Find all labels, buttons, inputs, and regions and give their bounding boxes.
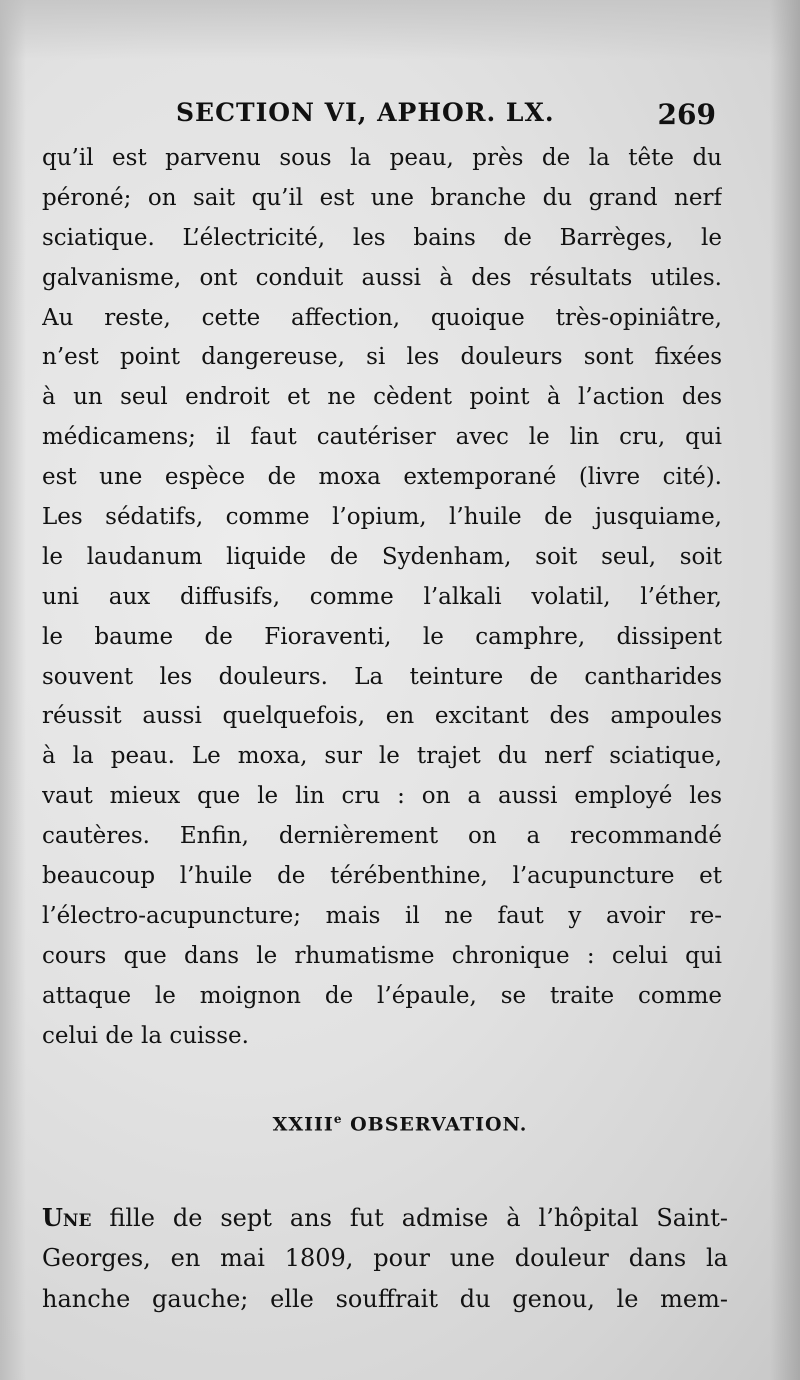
text-line: galvanisme, ont conduit aussi à des résultats utiles.	[42, 264, 722, 291]
text-line: uni aux diffusifs, comme l’alkali volatil, l’éther,	[42, 583, 722, 610]
line-rest: fille de sept ans fut admise à l’hôpital Saint-	[91, 1204, 728, 1232]
observation-title: OBSERVATION.	[350, 1113, 528, 1136]
page-shadow-right	[770, 0, 800, 1380]
first-word: Une	[42, 1203, 92, 1232]
text-line: beaucoup l’huile de térébenthine, l’acupuncture et	[42, 863, 722, 890]
text-line: le laudanum liquide de Sydenham, soit seul, soit	[42, 543, 722, 570]
page-shadow-top	[0, 0, 800, 60]
text-line: est une espèce de moxa extemporané (livre cité).	[42, 464, 722, 491]
text-line: vaut mieux que le lin cru : on a aussi employé les	[42, 783, 722, 810]
paragraph-2	[42, 1197, 728, 1320]
text-line: l’électro-acupuncture; mais il ne faut y avoir re-	[42, 902, 722, 929]
text-line: médicamens; il faut cautériser avec le lin cru, qui	[42, 424, 722, 451]
running-head: SECTION VI, APHOR. LX.	[176, 98, 555, 127]
text-line: celui de la cuisse.	[42, 1022, 249, 1049]
observation-superscript: e	[333, 1112, 343, 1126]
text-line: n’est point dangereuse, si les douleurs sont fixées	[42, 344, 722, 371]
text-line: réussit aussi quelquefois, en excitant des ampoules	[42, 703, 722, 730]
text-line: cours que dans le rhumatisme chronique : celui qui	[42, 942, 722, 969]
text-line: hanche gauche; elle souffrait du genou, le mem-	[42, 1285, 728, 1313]
text-line: péroné; on sait qu’il est une branche du grand nerf	[42, 184, 722, 211]
text-line: sciatique. L’électricité, les bains de Barrèges, le	[42, 224, 722, 251]
text-line: qu’il est parvenu sous la peau, près de la tête du	[42, 145, 722, 171]
text-line: le baume de Fioraventi, le camphre, dissipent	[42, 623, 722, 650]
text-line: attaque le moignon de l’épaule, se traite comme	[42, 982, 722, 1009]
paragraph-1	[42, 139, 722, 1056]
observation-numeral: XXIII	[272, 1113, 334, 1136]
text-line: souvent les douleurs. La teinture de cantharides	[42, 663, 722, 690]
text-line: cautères. Enfin, dernièrement on a recommandé	[42, 823, 722, 850]
page-header	[46, 92, 716, 142]
text-line: à la peau. Le moxa, sur le trajet du nerf sciatique,	[42, 743, 722, 770]
text-line: à un seul endroit et ne cèdent point à l’action des	[42, 384, 722, 411]
page-number: 269	[657, 98, 716, 131]
observation-heading	[0, 1112, 800, 1135]
text-line: Georges, en mai 1809, pour une douleur dans la	[42, 1244, 728, 1272]
text-line	[42, 1197, 728, 1238]
page-shadow-left	[0, 0, 26, 1380]
text-line: Au reste, cette affection, quoique très-opiniâtre,	[42, 304, 722, 331]
text-line: Les sédatifs, comme l’opium, l’huile de jusquiame,	[42, 504, 722, 531]
